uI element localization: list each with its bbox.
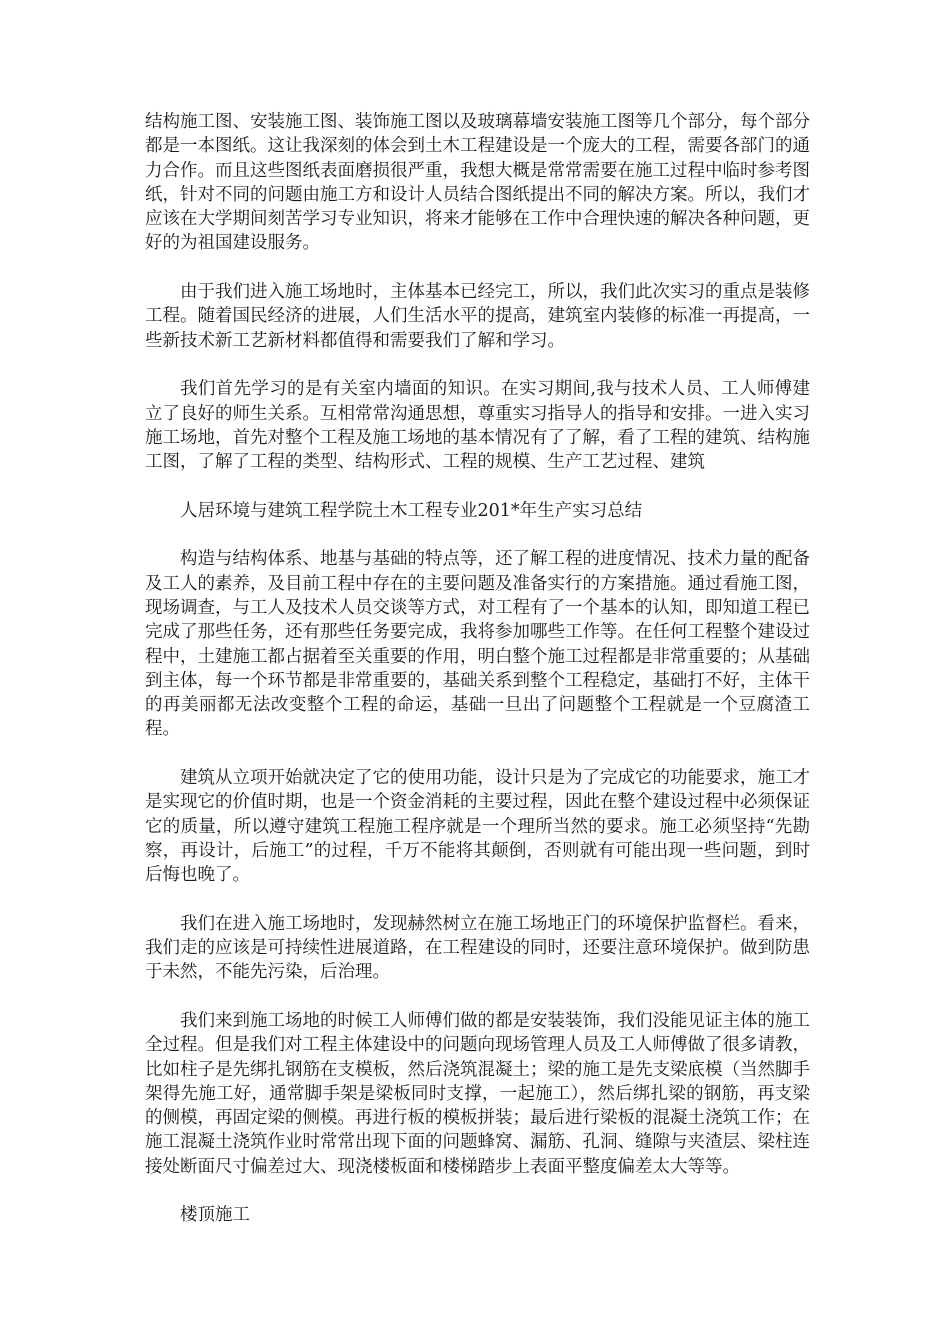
section-title: 人居环境与建筑工程学院土木工程专业201*年生产实习总结 bbox=[180, 500, 643, 521]
paragraph-structure-foundation: 构造与结构体系、地基与基础的特点等，还了解工程的进度情况、技术力量的配备及工人的素养，及目前工程中存在的主要问题及准备实行的方案措施。通过看施工图，现场调查，与工人及技术人员交谈等方式，对工程有了一个基本的认知，即知道工程已完成了那些任务，还有那些任务要完成，我将参加哪些工作等。在任何工程整个建设过程中，土建施工都占据着至关重要的作用，明白整个施工过程都是非常重要的；从基础到主体，每一个环节都是非常重要的，基础关系到整个工程稳定，基础打不好，主体干的再美丽都无法改变整个工程的命运，基础一旦出了问题整个工程就是一个豆腐渣工程。 bbox=[145, 549, 810, 740]
paragraph-construction-procedure: 建筑从立项开始就决定了它的使用功能，设计只是为了完成它的功能要求，施工才是实现它的价值时期，也是一个资金消耗的主要过程，因此在整个建设过程中必须保证它的质量，所以遵守建筑工程施工程序就是一个理所当然的要求。施工必须坚持“先勘察，再设计，后施工”的过程，千万不能将其颠倒，否则就有可能出现一些问题，到时后悔也晚了。 bbox=[145, 768, 810, 886]
paragraph-wall-knowledge: 我们首先学习的是有关室内墙面的知识。在实习期间,我与技术人员、工人师傅建立了良好的师生关系。互相常常沟通思想，尊重实习指导人的指导和安排。一进入实习施工场地，首先对整个工程及施工场地的基本情况有了了解，看了工程的建筑、结构施工图，了解了工程的类型、结构形式、工程的规模、生产工艺过程、建筑 bbox=[145, 379, 810, 473]
paragraph-drawings: 结构施工图、安装施工图、装饰施工图以及玻璃幕墙安装施工图等几个部分，每个部分都是一本图纸。这让我深刻的体会到土木工程建设是一个庞大的工程，需要各部门的通力合作。而且这些图纸表面磨损很严重，我想大概是常常需要在施工过程中临时参考图纸，针对不同的问题由施工方和设计人员结合图纸提出不同的解决方案。所以，我们才应该在大学期间刻苦学习专业知识，将来才能够在工作中合理快速的解决各种问题，更好的为祖国建设服务。 bbox=[145, 112, 810, 254]
paragraph-main-structure: 我们来到施工场地的时候工人师傅们做的都是安装装饰，我们没能见证主体的施工全过程。但是我们对工程主体建设中的问题向现场管理人员及工人师傅做了很多请教，比如柱子是先绑扎钢筋在支模板，然后浇筑混凝土；梁的施工是先支梁底模（当然脚手架得先施工好，通常脚手架是梁板同时支撑，一起施工），然后绑扎梁的钢筋，再支梁的侧模，再固定梁的侧模。再进行板的模板拼装；最后进行梁板的混凝土浇筑工作；在施工混凝土浇筑作业时常常出现下面的问题蜂窝、漏筋、孔洞、缝隙与夹渣层、梁柱连接处断面尺寸偏差过大、现浇楼板面和楼梯踏步上表面平整度偏差太大等等。 bbox=[145, 1010, 810, 1177]
subsection-roof: 楼顶施工 bbox=[180, 1205, 250, 1226]
paragraph-decoration-focus: 由于我们进入施工场地时，主体基本已经完工，所以，我们此次实习的重点是装修工程。随着国民经济的进展，人们生活水平的提高，建筑室内装修的标准一再提高，一些新技术新工艺新材料都值得和需要我们了解和学习。 bbox=[145, 282, 810, 351]
paragraph-environment: 我们在进入施工场地时，发现赫然树立在施工场地正门的环境保护监督栏。看来，我们走的应该是可持续性进展道路，在工程建设的同时，还要注意环境保护。做到防患于未然，不能先污染，后治理。 bbox=[145, 913, 810, 983]
document-page bbox=[145, 110, 810, 1252]
